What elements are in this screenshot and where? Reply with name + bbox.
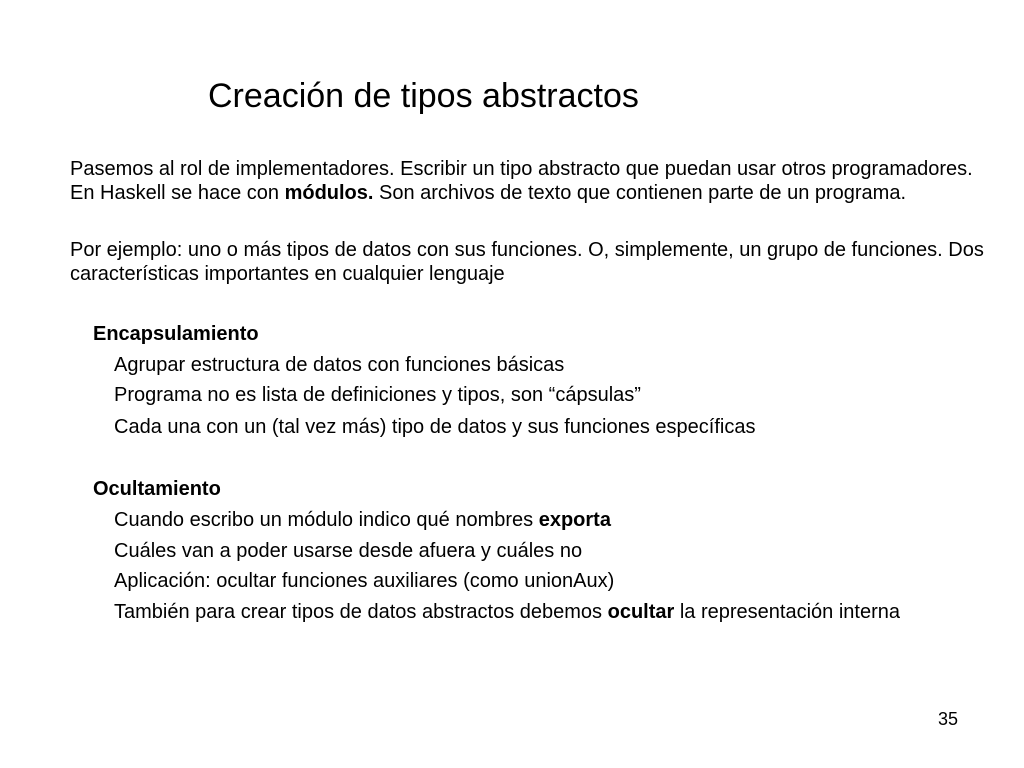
ocultar-emphasis: ocultar — [607, 601, 675, 623]
exporta-emphasis: exporta — [538, 509, 611, 531]
intro-text-1b: Son archivos de texto que contienen parte de un programa. — [373, 182, 907, 204]
encapsulamiento-item: Cada una con un (tal vez más) tipo de datos y sus funciones específicas — [114, 416, 756, 438]
ocultamiento-item — [114, 600, 994, 624]
encapsulamiento-heading: Encapsulamiento — [93, 323, 259, 345]
item-text: la representación interna — [674, 601, 900, 623]
encapsulamiento-item: Agrupar estructura de datos con funciones básicas — [114, 354, 565, 376]
item-text: También para crear tipos de datos abstractos debemos — [114, 601, 608, 623]
intro-paragraph-2: Por ejemplo: uno o más tipos de datos con sus funciones. O, simplemente, un grupo de funciones. Dos características importantes en cualquier lenguaje — [70, 239, 984, 285]
ocultamiento-heading: Ocultamiento — [93, 478, 221, 500]
ocultamiento-item: Cuáles van a poder usarse desde afuera y cuáles no — [114, 540, 583, 562]
intro-text-1a: Pasemos al rol de implementadores. Escribir un tipo abstracto que puedan usar otros programadores. En Haskell se hace con — [70, 158, 973, 204]
ocultamiento-item — [114, 508, 994, 532]
slide-title: Creación de tipos abstractos — [208, 77, 639, 115]
modulos-emphasis: módulos. — [284, 182, 374, 204]
encapsulamiento-item: Programa no es lista de definiciones y tipos, son “cápsulas” — [114, 384, 641, 406]
page-number: 35 — [938, 709, 959, 729]
ocultamiento-item: Aplicación: ocultar funciones auxiliares (como unionAux) — [114, 570, 615, 592]
intro-paragraph-1 — [70, 157, 1000, 205]
item-text: Cuando escribo un módulo indico qué nombres — [114, 509, 539, 531]
